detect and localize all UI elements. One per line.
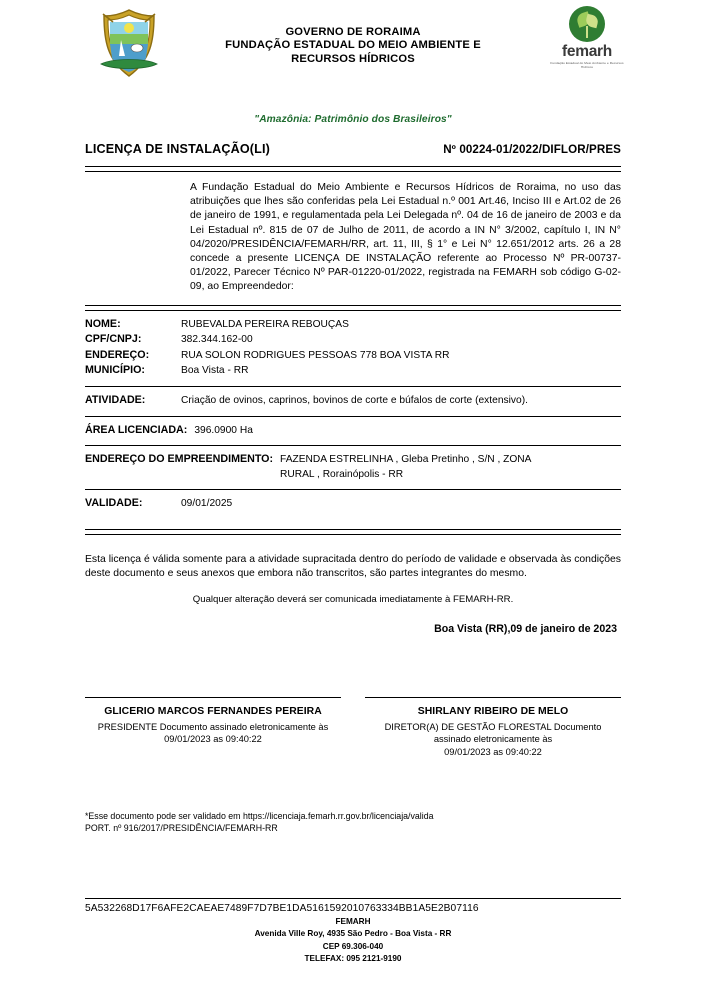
validade-label: VALIDADE:	[85, 497, 143, 509]
enterprise-address-block	[85, 446, 621, 489]
institutional-tagline: "Amazônia: Patrimônio dos Brasileiros"	[254, 114, 452, 125]
femarh-subtitle: Fundação Estadual do Meio Ambiente e Recursos Hídricos	[550, 61, 624, 70]
divider-after-validade	[85, 529, 621, 535]
document-hash: 5A532268D17F6AFE2CAEAE7489F7D7BE1DA5161592010763334BB1A5E2B07116	[85, 903, 479, 915]
document-footer	[85, 898, 621, 964]
intro-paragraph: A Fundação Estadual do Meio Ambiente e Recursos Hídricos de Roraima, no uso das atribuições que lhes são conferidas pela Lei Estadual n.º 001 Art.46, Inciso III e Art.02 de 26 de janeiro de 1991, e regulamentada pela Lei Delegada nº. 04 de 16 de janeiro de 2003 e da Lei Estadual nº. 815 de 07 de Julho de 2011, de acordo a IN N° 3/2002, capítulo I, IN N° 04/2020/PRESIDÊNCIA/FEMARH/RR, art. 11, III, § 1° e Lei N° 12.651/2012 arts. 26 a 28 concede a presente LICENÇA DE INSTALAÇÃO referente ao Processo Nº PR-00737-01/2022, Parecer Técnico Nº PAR-01220-01/2022, registrada na FEMARH sob código G-02-09, ao Empreendedor:	[190, 182, 621, 293]
field-row-nome	[85, 317, 621, 333]
nome-label: NOME:	[85, 317, 121, 330]
signature-line-director	[365, 697, 621, 698]
organization-titles	[85, 26, 621, 66]
roraima-coat-of-arms-icon	[97, 6, 161, 80]
org-line-3: RECURSOS HÍDRICOS	[291, 52, 415, 65]
field-row-enterprise-address	[85, 452, 621, 482]
activity-block	[85, 387, 621, 416]
validation-note	[85, 810, 621, 834]
signature-role-director	[365, 721, 621, 758]
signature-name-president: GLICERIO MARCOS FERNANDES PEREIRA	[104, 705, 322, 717]
municipio-label: MUNICÍPIO:	[85, 364, 145, 377]
femarh-emblem-icon	[569, 6, 605, 42]
title-row	[85, 142, 621, 156]
entity-block	[85, 311, 621, 386]
validade-value: 09/01/2025	[181, 498, 233, 509]
cpf-value: 382.344.162-00	[181, 334, 253, 346]
signature-block-president	[85, 697, 341, 758]
area-label: ÁREA LICENCIADA:	[85, 423, 188, 436]
enterprise-address-value	[280, 453, 531, 482]
signature-block-director	[365, 697, 621, 758]
area-value: 396.0900 Ha	[194, 424, 253, 436]
enterprise-address-line-2: RURAL , Rorainópolis - RR	[280, 468, 404, 480]
area-block	[85, 417, 621, 446]
signature-timestamp-director: 09/01/2023 as 09:40:22	[444, 746, 542, 757]
field-row-area	[85, 423, 621, 439]
endereco-label: ENDEREÇO:	[85, 348, 150, 361]
municipio-value: Boa Vista - RR	[181, 365, 249, 377]
validation-note-line-1: *Esse documento pode ser validado em https://licenciaja.femarh.rr.gov.br/licenciaja/valida	[85, 811, 434, 821]
field-row-atividade	[85, 393, 621, 409]
enterprise-address-label: ENDEREÇO DO EMPREENDIMENTO:	[85, 453, 274, 466]
document-header	[85, 0, 624, 106]
signature-line-president	[85, 697, 341, 698]
org-line-1: GOVERNO DE RORAIMA	[285, 26, 421, 38]
validity-block	[85, 490, 621, 519]
signature-timestamp-president: 09/01/2023 as 09:40:22	[164, 734, 262, 745]
femarh-leaf-logo-icon	[549, 6, 625, 74]
document-number: Nº 00224-01/2022/DIFLOR/PRES	[443, 143, 621, 156]
signature-name-director: SHIRLANY RIBEIRO DE MELO	[417, 705, 569, 717]
atividade-label: ATIVIDADE:	[85, 394, 146, 406]
city-and-date: Boa Vista (RR),09 de janeiro de 2023	[434, 622, 617, 635]
femarh-wordmark: femarh	[562, 43, 612, 60]
page-title: LICENÇA DE INSTALAÇÃO(LI)	[85, 142, 270, 156]
divider-top	[85, 166, 621, 172]
signature-role-president	[85, 721, 341, 746]
footer-divider	[85, 898, 621, 899]
org-line-2: FUNDAÇÃO ESTADUAL DO MEIO AMBIENTE E	[225, 39, 481, 52]
field-row-cpf	[85, 332, 621, 348]
footer-cep: CEP 69.306-040	[322, 941, 384, 951]
nome-value: RUBEVALDA PEREIRA REBOUÇAS	[181, 318, 349, 330]
signature-role-text-director: DIRETOR(A) DE GESTÃO FLORESTAL Documento assinado eletronicamente às	[384, 721, 602, 745]
cpf-label: CPF/CNPJ:	[85, 333, 142, 346]
footer-telefax: TELEFAX: 095 2121-9190	[304, 953, 402, 963]
closing-paragraph: Esta licença é válida somente para a atividade supracitada dentro do período de validade e observada às condições deste documento e seus anexos que embora não transcritos, são partes integrantes do mesmo.	[85, 553, 621, 580]
field-row-endereco	[85, 348, 621, 364]
field-row-validade	[85, 496, 621, 512]
signature-section	[85, 697, 621, 758]
footer-address: Avenida Ville Roy, 4935 São Pedro - Boa Vista - RR	[254, 929, 452, 939]
enterprise-address-line-1: FAZENDA ESTRELINHA , Gleba Pretinho , S/N , ZONA	[280, 454, 532, 466]
endereco-value: RUA SOLON RODRIGUES PESSOAS 778 BOA VISTA RR	[181, 349, 450, 361]
validation-note-line-2: PORT. nº 916/2017/PRESIDÊNCIA/FEMARH-RR	[85, 823, 278, 834]
signature-role-text-president: PRESIDENTE Documento assinado eletronicamente às	[97, 721, 329, 732]
footer-org: FEMARH	[335, 917, 371, 927]
femarh-stem-icon	[586, 26, 588, 38]
atividade-value: Criação de ovinos, caprinos, bovinos de corte e búfalos de corte (extensivo).	[181, 395, 528, 406]
field-row-municipio	[85, 363, 621, 379]
closing-note: Qualquer alteração deverá ser comunicada imediatamente à FEMARH-RR.	[192, 593, 514, 605]
